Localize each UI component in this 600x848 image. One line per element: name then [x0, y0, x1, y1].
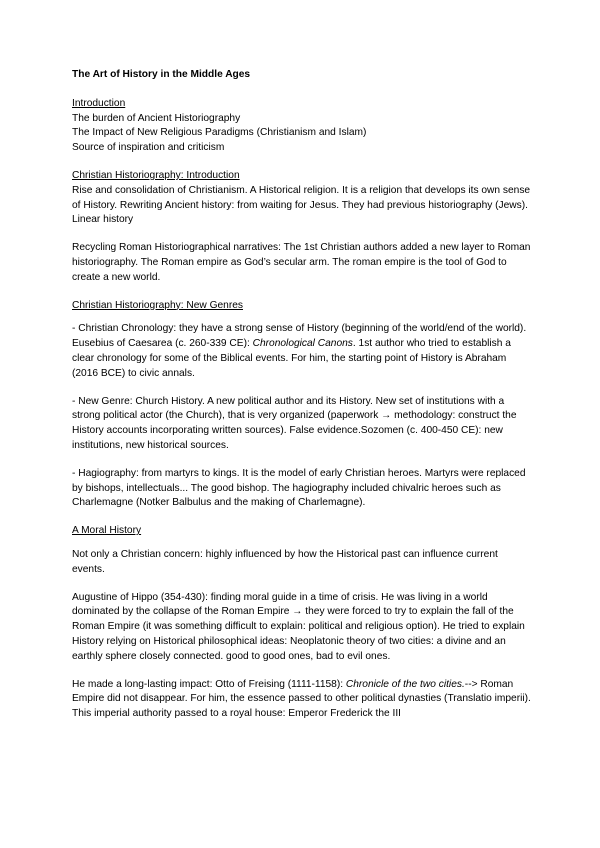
intro-line: The burden of Ancient Historiography [72, 112, 241, 124]
document-title: The Art of History in the Middle Ages [72, 69, 251, 80]
paragraph-church-history: - New Genre: Church History. A new political author and its History. New set of institutions with a strong political actor (the Church), that is very organized (paperwork → methodology: construct the History accounts incorporating written sources). False evidence.Sozomen (c. 400-450 CE): new institutions, new historical sources. [72, 395, 517, 451]
document-page [72, 68, 532, 722]
section-introduction [72, 97, 532, 156]
book-title: Chronicle of the two cities. [345, 678, 465, 690]
paragraph-chronology [72, 322, 532, 381]
paragraph: Not only a Christian concern: highly influenced by how the Historical past can influence current events. [72, 548, 498, 575]
intro-line: The Impact of New Religious Paradigms (Christianism and Islam) [72, 127, 367, 139]
section-heading-christian-intro: Christian Historiography: Introduction [72, 169, 240, 181]
text-run: - Christian Chronology: they have a strong sense of History (beginning of the world/end of the world). Eusebius of Caesarea (c. 260-339 CE): [72, 323, 527, 350]
book-title: Chronological Canons [252, 338, 353, 350]
section-heading-moral-history: A Moral History [72, 525, 142, 537]
paragraph: Recycling Roman Historiographical narratives: The 1st Christian authors added a new layer to Roman historiography. The Roman empire as God’s secular arm. The roman empire is the tool of God to create a new world. [72, 242, 531, 283]
paragraph-otto [72, 678, 532, 722]
section-new-genres [72, 299, 532, 512]
text-run: He made a long-lasting impact: Otto of Freising (1111-1158): [72, 678, 346, 690]
text-run: . 1st author who tried to establish a clear chronology for some of the Biblical events. For him, the starting point of History is Abraham (2016 BCE) to civic annals. [72, 338, 511, 379]
paragraph-hagiography: - Hagiography: from martyrs to kings. It is the model of early Christian heroes. Martyrs were replaced by bishops, intellectuals... The good bishop. The hagiography included chivalric heroes such as Charlemagne (Notker Balbulus and the making of Charlemagne). [72, 467, 526, 509]
section-moral-history [72, 524, 532, 722]
section-heading-new-genres: Christian Historiography: New Genres [72, 299, 243, 311]
section-heading-introduction: Introduction [72, 97, 126, 109]
text-run: --> Roman Empire did not disappear. For him, the essence passed to other political dynasties (Translatio imperii). This imperial authority passed to a royal house: Emperor Frederick the III [72, 678, 531, 720]
paragraph-augustine: Augustine of Hippo (354-430): finding moral guide in a time of crisis. He was living in a world dominated by the collapse of the Roman Empire → they were forced to try to explain the fall of the Roman Empire (it was something difficult to explain: political and religious option). He tried to explain History relying on Historical philosophical ideas: Neoplatonic theory of two cities: a divine and an earthly sphere closely connected. good to good ones, bad to evil ones. [72, 591, 525, 662]
paragraph: Rise and consolidation of Christianism. A Historical religion. It is a religion that develops its own sense of History. Rewriting Ancient history: from waiting for Jesus. They had previous historiography (Jews). Linear history [72, 184, 531, 226]
section-christian-intro [72, 169, 532, 286]
intro-line: Source of inspiration and criticism [72, 142, 225, 154]
